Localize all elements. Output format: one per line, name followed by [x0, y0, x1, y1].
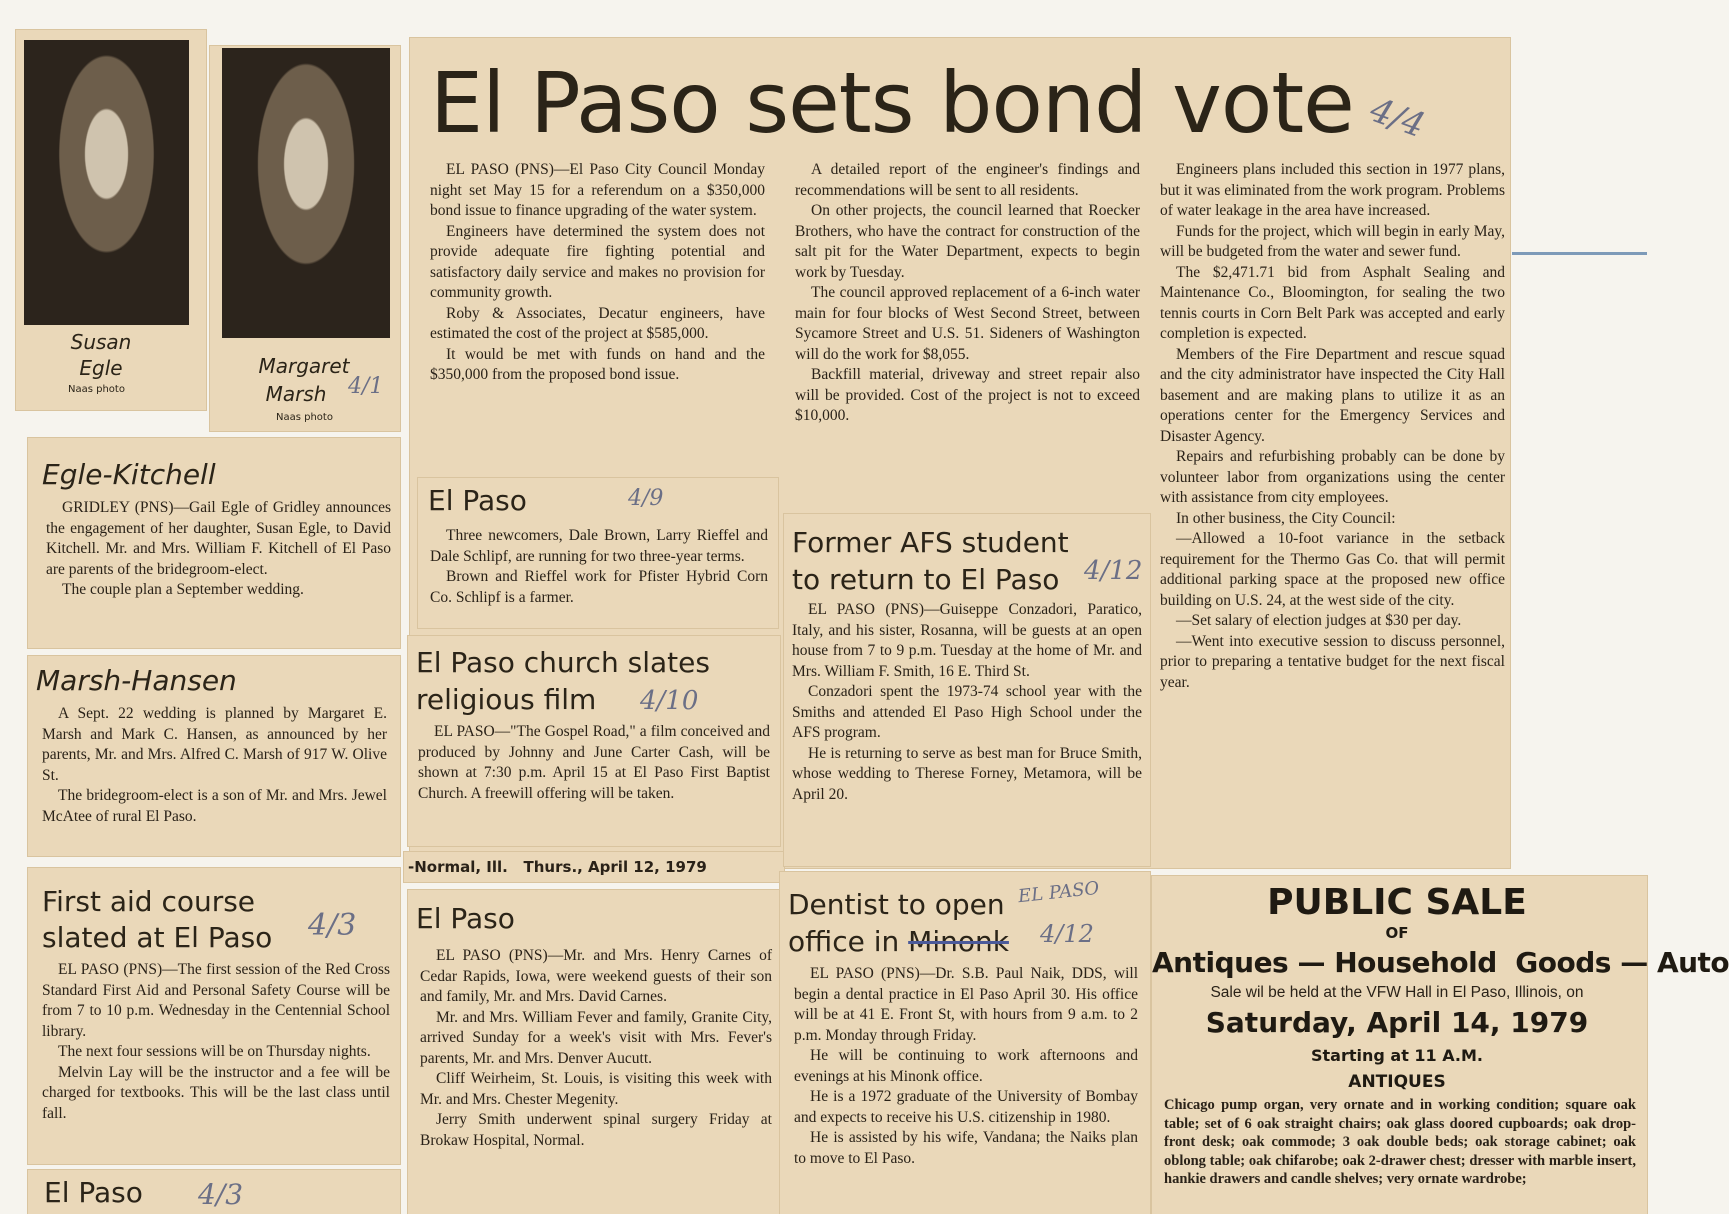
public-sale-clipping [1152, 876, 1729, 1214]
portrait-photo-marsh [222, 48, 390, 338]
el-paso-bottom-clipping [28, 1170, 400, 1214]
handwritten-date-note: 4/4 [1364, 89, 1430, 147]
handwritten-date-note: 4/10 [640, 686, 699, 716]
article-paragraph: EL PASO—"The Gospel Road," a film conceived and produced by Johnny and June Carter Cash, will be shown at 7:30 p.m. April 15 at El Paso First Baptist Church. A freewill offering will be taken. [418, 723, 770, 802]
article-paragraph: Engineers have determined the system does not provide adequate fire fighting potential and satisfactory daily service and makes no provision for community growth. [430, 222, 765, 301]
article-body [46, 498, 391, 601]
handwritten-date-note: 4/12 [1040, 920, 1094, 948]
article-headline: El Paso church slates religious film [416, 646, 710, 716]
church-film-clipping [408, 636, 780, 846]
handwritten-date-note: 4/3 [308, 908, 357, 943]
article-headline [788, 886, 1009, 960]
article-paragraph: GRIDLEY (PNS)—Gail Egle of Gridley announces the engagement of her daughter, Susan Egle, to David Kitchell. Mr. and Mrs. William F. Kitchell of El Paso are parents of the bridegroom-elect. [46, 499, 391, 578]
article-paragraph: A Sept. 22 wedding is planned by Margaret E. Marsh and Mark C. Hansen, as announced by her parents, Mr. and Mrs. Alfred C. Marsh of 917 W. Olive St. [42, 705, 387, 784]
article-body [420, 946, 772, 1151]
article-paragraph: Jerry Smith underwent spinal surgery Friday at Brokaw Hospital, Normal. [420, 1111, 772, 1149]
portrait-photo-egle [24, 40, 189, 325]
article-paragraph: Melvin Lay will be the instructor and a fee will be charged for textbooks. This will be the last class until fall. [42, 1063, 390, 1122]
article-paragraph: EL PASO (PNS)—The first session of the Red Cross Standard First Aid and Personal Safety Course will be from 7 to 10 p.m. Wednesday in the Centennial School library. [42, 961, 390, 1040]
article-paragraph: He is returning to serve as best man for Bruce Smith, whose wedding to Therese Forney, Metamora, will be April 20. [792, 744, 1142, 803]
article-paragraph: The council approved replacement of a 6-inch water main for four blocks of West Second Street, between Sycamore Street and U.S. 51. Sideners of Washington will do the work for $8,055. [795, 284, 1140, 363]
sale-item-list: Chicago pump organ, very ornate and in working condition; square oak table; set of 6 oak straight chairs; oak glass doored cupboards; oak drop-front desk; oak commode; 3 oak double beds; oak storage cabinet; oak oblong table; oak chifarobe; oak 2-drawer chest; dresser with marble insert, hankie drawers and candle shelves; very ornate wardrobe; [1164, 1097, 1636, 1187]
handwritten-date-note: 4/12 [1084, 556, 1143, 586]
article-headline: El Paso [428, 484, 527, 517]
article-column-3 [1160, 160, 1505, 693]
article-paragraph: —Went into executive session to discuss personnel, prior to preparing a tentative budget for the next fiscal year. [1160, 632, 1505, 691]
dentist-clipping [780, 872, 1150, 1214]
article-paragraph: It would be met with funds on hand and the $350,000 from the proposed bond issue. [430, 345, 765, 383]
article-paragraph: The couple plan a September wedding. [62, 581, 304, 598]
el-paso-candidates-clipping [418, 478, 778, 628]
struck-word: Minonk [908, 925, 1009, 958]
headline-word: office in [788, 925, 900, 958]
photo-caption-first: Margaret [258, 354, 350, 378]
handwritten-date-note: 4/9 [628, 486, 664, 511]
photo-clipping-marsh [210, 46, 400, 431]
article-headline: Marsh-Hansen [36, 664, 237, 697]
article-paragraph: EL PASO (PNS)—Guiseppe Conzadori, Paratico, Italy, and his sister, Rosanna, will be guests at an open house from 7 to 9 p.m. Tuesday at the home of Mr. and Mrs. William F. Smith, 16 E. Third St. [792, 601, 1142, 680]
article-paragraph: He will be continuing to work afternoons and evenings at his Minonk office. [794, 1047, 1138, 1085]
el-paso-visits-clipping [408, 890, 780, 1214]
first-aid-clipping [28, 868, 400, 1164]
article-paragraph: EL PASO (PNS)—Mr. and Mrs. Henry Carnes of Cedar Rapids, Iowa, were weekend guests of their son and family, Mr. and Mrs. David Carnes. [420, 947, 772, 1005]
newspaper-dateline: -Normal, Ill. Thurs., April 12, 1979 [408, 858, 707, 876]
article-headline: First aid course slated at El Paso [42, 885, 273, 954]
sale-date: Saturday, April 14, 1979 [1205, 1006, 1589, 1039]
sale-start-time: Starting at 11 A.M. [1310, 1046, 1483, 1065]
article-paragraph: EL PASO (PNS)—Dr. S.B. Paul Naik, DDS, will begin a dental practice in El Paso April 30. His office will be at 41 E. Front St, with hours from 9 a.m. to 2 p.m. Monday through Friday. [794, 965, 1138, 1044]
photo-caption-last: Marsh [265, 382, 327, 406]
article-body [42, 704, 387, 827]
article-body [430, 526, 768, 608]
photo-clipping-egle [16, 30, 206, 410]
article-paragraph: He is assisted by his wife, Vandana; the Naiks plan to move to El Paso. [794, 1129, 1138, 1167]
article-headline: Former AFS student to return to El Paso [792, 526, 1069, 596]
headline-line-2 [788, 923, 1009, 960]
main-headline: El Paso sets bond vote [430, 54, 1354, 152]
article-paragraph: Repairs and refurbishing probably can be done by volunteer labor from organizations using the center with assistance from city employees. [1160, 448, 1505, 506]
article-paragraph: Mr. and Mrs. William Fever and family, Granite City, arrived Sunday for a week's visit with Mrs. Fever's parents, Mr. and Mrs. Denver Aucutt. [420, 1008, 772, 1067]
article-paragraph: Members of the Fire Department and rescue squad and the city administrator have inspected the City Hall basement and are making plans to utilize it as an operations center for the Emergency Services and Disaster Agency. [1160, 345, 1505, 445]
photo-caption-first: Susan [70, 330, 132, 354]
sale-section-heading: ANTIQUES [1348, 1072, 1446, 1092]
photo-credit: Naas photo [276, 412, 333, 423]
photo-caption-last: Egle [79, 356, 123, 380]
article-paragraph: Brown and Rieffel work for Pfister Hybrid Corn Co. Schlipf is a farmer. [430, 568, 768, 606]
handwritten-date-note: 4/3 [198, 1178, 244, 1211]
sale-items-line: Antiques — Household Goods — Auto [1152, 946, 1729, 979]
afs-student-clipping [784, 514, 1150, 866]
article-paragraph: —Allowed a 10-foot variance in the setback requirement for the Thermo Gas Co. that will permit additional parking space at the proposed new office building on U.S. 24, at the west side of the city. [1160, 530, 1505, 609]
egle-kitchell-clipping [28, 438, 400, 648]
article-paragraph: The next four sessions will be on Thursday nights. [58, 1043, 371, 1060]
photo-credit: Naas photo [68, 384, 125, 395]
article-paragraph: EL PASO (PNS)—El Paso City Council Monday night set May 15 for a referendum on a $350,000 bond issue to finance upgrading of the water system. [430, 161, 765, 219]
article-body [792, 600, 1142, 805]
article-paragraph: On other projects, the council learned that Roecker Brothers, who have the contract for construction of the salt pit for the Water Department, expects to begin work by Tuesday. [795, 202, 1140, 281]
article-paragraph: Conzadori spent the 1973-74 school year with the Smiths and attended El Paso High School under the AFS program. [792, 683, 1142, 741]
article-paragraph: Cliff Weirheim, St. Louis, is visiting this week with Mr. and Mrs. Chester Megenity. [420, 1070, 772, 1108]
article-paragraph: A detailed report of the engineer's findings and recommendations will be sent to all residents. [795, 161, 1140, 199]
article-headline: El Paso [44, 1176, 143, 1209]
handwritten-note-el-paso: EL PASO [1017, 877, 1101, 908]
article-paragraph: Engineers plans included this section in 1977 plans, but it was eliminated from the work program. Problems of water leakage in the area have increased. [1160, 161, 1505, 219]
sale-title: PUBLIC SALE [1267, 882, 1527, 923]
article-body [794, 964, 1138, 1169]
article-paragraph: The $2,471.71 bid from Asphalt Sealing and Maintenance Co., Bloomington, for sealing the two tennis courts in Corn Belt Park was accepted and early completion is expected. [1160, 263, 1505, 342]
article-paragraph: Backfill material, driveway and street repair also will be provided. Cost of the project is not to exceed $10,000. [795, 366, 1140, 424]
article-body [42, 960, 390, 1124]
article-body [418, 722, 770, 804]
margin-rule-line [1512, 252, 1647, 255]
article-paragraph: —Set salary of election judges at $30 per day. [1176, 612, 1462, 629]
article-column-1 [430, 160, 765, 386]
article-paragraph: In other business, the City Council: [1176, 509, 1396, 527]
sale-location: Sale wil be held at the VFW Hall in El Paso, Illinois, on [1210, 984, 1584, 1001]
sale-of: OF [1385, 924, 1409, 942]
article-paragraph: He is a 1972 graduate of the University of Bombay and expects to receive his U.S. citizenship in 1980. [794, 1088, 1138, 1126]
article-paragraph: Three newcomers, Dale Brown, Larry Rieffel and Dale Schlipf, are running for two three-year terms. [430, 527, 768, 565]
headline-line-1: Dentist to open [788, 888, 1005, 921]
article-paragraph: Roby & Associates, Decatur engineers, have estimated the cost of the project at $585,000. [430, 304, 765, 342]
article-headline: El Paso [416, 902, 515, 935]
article-paragraph: Funds for the project, which will begin in early May, will be budgeted from the water and sewer fund. [1160, 222, 1505, 260]
dateline-clipping [404, 852, 784, 882]
marsh-hansen-clipping [28, 656, 400, 856]
article-column-2 [795, 160, 1140, 427]
article-headline: Egle-Kitchell [42, 458, 216, 491]
article-paragraph: The bridegroom-elect is a son of Mr. and Mrs. Jewel McAtee of rural El Paso. [42, 787, 387, 825]
handwritten-date-note: 4/1 [348, 374, 384, 399]
